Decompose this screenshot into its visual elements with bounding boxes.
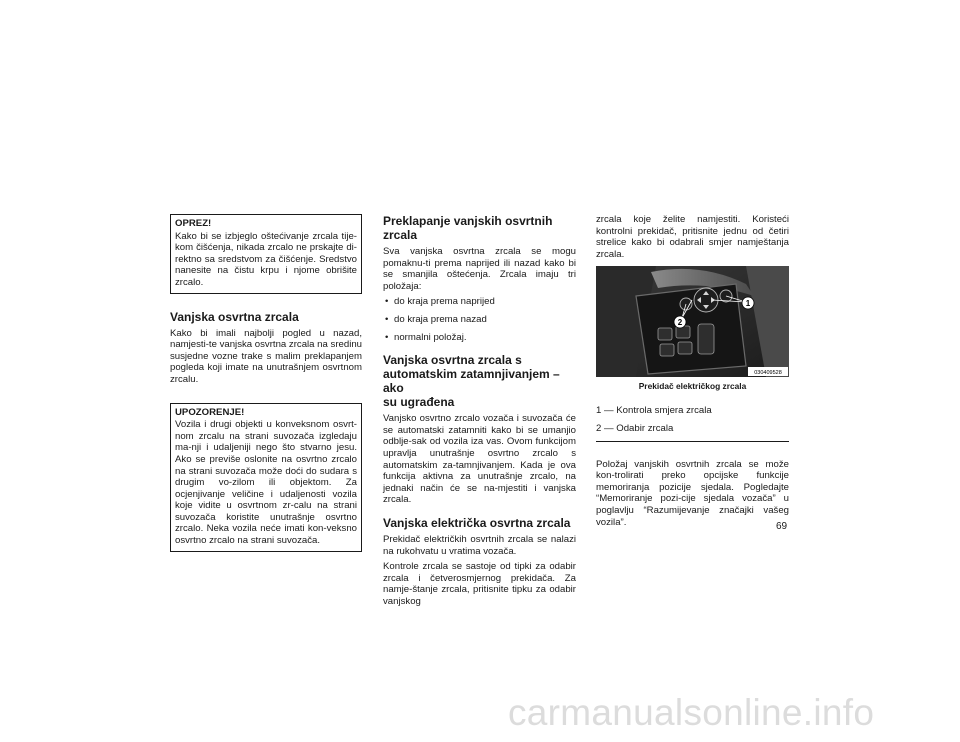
warning-title: UPOZORENJE! — [175, 406, 245, 418]
column-right — [596, 214, 789, 528]
folding-paragraph: Sva vanjska osvrtna zrcala se mogu pomaknu-ti prema naprijed ili nazad kako bi se smanjila oštećenja. Zrcala imaju tri položaja: — [383, 246, 576, 292]
figure-legend — [596, 405, 789, 441]
mirror-switch-photo — [596, 266, 789, 377]
bullet-icon: • — [385, 313, 389, 325]
legend-item-2: 2 — Odabir zrcala — [596, 422, 674, 434]
memory-paragraph: Položaj vanjskih osvrtnih zrcala se može kon-trolirati preko opcijske funkcije memoriranja pozicije sjedala. Pogledajte “Memoriranje pozi-cije sjedala vozača” u poglavlju “Razumijevanje značajki vašeg vozila”. — [596, 458, 789, 528]
autodim-paragraph: Vanjsko osvrtno zrcalo vozača i suvozača će se automatski zatamniti kako bi se umanjio odblje-sak od vozila iza vas. Ovom funkcijom upravlja unutrašnje osvrtno zrcalo s automatskim za-tamnjivanjem. Kada je ova funkcija aktivna za unutrašnje zrcalo, na jednaki način će se na-mjestiti i vanjska zrcala. — [383, 413, 576, 506]
column-left — [170, 214, 362, 552]
list-item: • do kraja prema nazad — [385, 313, 487, 325]
callout-2-label: 2 — [677, 318, 683, 328]
section-heading-power-mirrors: Vanjska električka osvrtna zrcala — [383, 515, 571, 530]
power-mirrors-paragraph-2: Kontrole zrcala se sastoje od tipki za odabir zrcala i četverosmjernog prekidača. Za namje-štanje zrcala, pritisnite tipku za odabir vanjskog — [383, 561, 576, 607]
mirrors-paragraph: Kako bi imali najbolji pogled u nazad, namjesti-te vanjska osvrtna zrcala na sredinu susjedne vozne trake s malim preklapanjem pogleda koji imate na unutrašnjem osvrtnom zrcalu. — [170, 327, 362, 385]
positions-list — [383, 296, 576, 343]
continued-paragraph: zrcala koje želite namjestiti. Koristeći kontrolni prekidač, pritisnite jednu od četiri strelice kako bi odabrali smjer namještanja zrcala. — [596, 214, 789, 260]
warning-box — [170, 403, 362, 552]
column-middle — [383, 214, 576, 607]
caution-box — [170, 214, 362, 294]
callout-1-label: 1 — [745, 299, 751, 309]
figure-code: 030409528 — [754, 370, 782, 377]
section-heading-autodim: Vanjska osvrtna zrcala s automatskim zatamnjivanjem – ako su ugrađena — [383, 353, 560, 410]
watermark-text: carmanualsonline.info — [508, 692, 875, 733]
bullet-icon: • — [385, 331, 389, 343]
list-item: • do kraja prema naprijed — [385, 296, 495, 308]
figure-caption: Prekidač električkog zrcala — [638, 381, 747, 392]
warning-text: Vozila i drugi objekti u konveksnom osvrt-nom zrcalu na strani suvozača izgledaju ma-nji i udaljeniji nego što stvarno jesu. Ako se previše oslonite na osvrtno zrcalo na strani suvozača može doći do sudara s drugim vo-zilom ili objektom. Za ocjenjivanje veličine i udaljenosti vozila koje vidite u osvrtnom zr-calu na strani suvozača koristite unutrašnje osvrtno zrcalo. Neka vozila neće imati kon-veksno osvrtno zrcalo na strani suvozača. — [175, 419, 357, 547]
list-item: • normalni položaj. — [385, 331, 467, 343]
bullet-icon: • — [385, 296, 389, 308]
caution-text: Kako bi se izbjeglo oštećivanje zrcala tije-kom čišćenja, nikada zrcalo ne prskajte di-rektno sa sredstvom za čišćenje. Sredstvo nanesite na čistu krpu i njome obrišite zrcalo. — [175, 230, 357, 288]
legend-item-1: 1 — Kontrola smjera zrcala — [596, 405, 712, 417]
caution-title: OPREZ! — [175, 218, 212, 229]
section-heading-folding: Preklapanje vanjskih osvrtnih zrcala — [383, 214, 553, 242]
power-mirrors-paragraph-1: Prekidač električkih osvrtnih zrcala se nalazi na rukohvatu u vratima vozača. — [383, 533, 576, 557]
section-heading-mirrors: Vanjska osvrtna zrcala — [170, 309, 299, 324]
legend-divider — [596, 441, 789, 442]
page-number: 69 — [776, 521, 788, 532]
